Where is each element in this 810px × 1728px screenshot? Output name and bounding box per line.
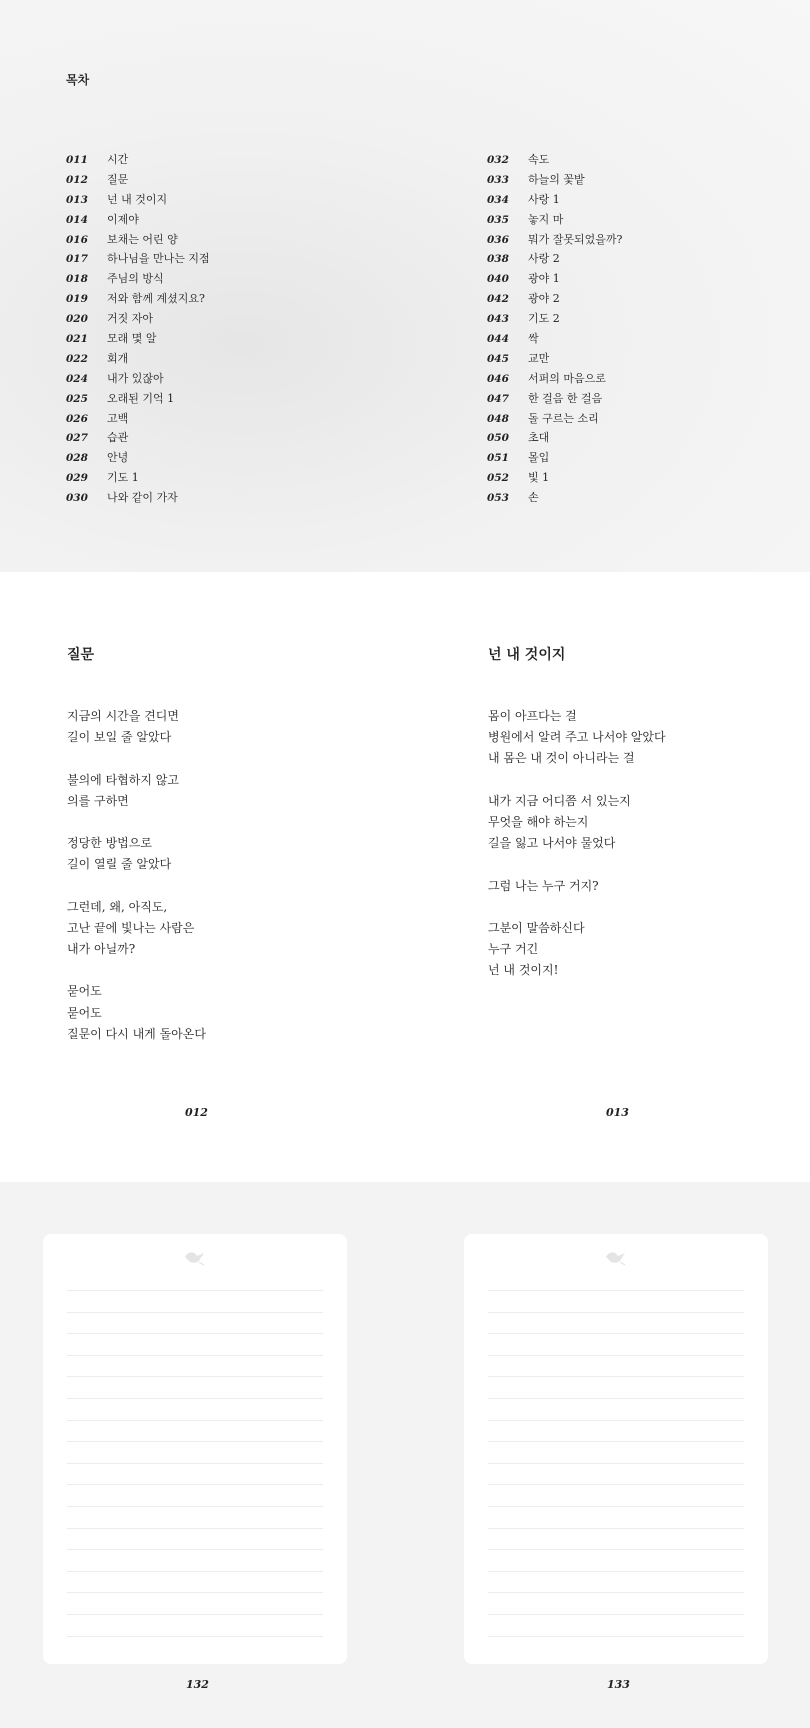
poem-line: 누구 거긴 [488,942,539,957]
toc-entry [487,448,622,468]
toc-entry [487,249,622,269]
note-rule-line [67,1549,323,1550]
toc-entry [66,190,210,210]
toc-right-column [487,150,622,508]
toc-entry-title: 나와 같이 가자 [107,491,178,505]
toc-entry [66,389,210,409]
poem-line: 질문이 다시 내게 돌아온다 [67,1026,206,1041]
note-rule-line [488,1571,744,1572]
poem-line: 길이 보일 줄 알았다 [67,730,172,745]
toc-title: 목차 [66,73,90,87]
toc-entry [66,170,210,190]
toc-entry-title: 내가 있잖아 [107,371,164,385]
note-rule-line [488,1463,744,1464]
toc-entry [487,190,622,210]
poem-line: 무엇을 해야 하는지 [488,814,589,829]
toc-entry-title: 고백 [107,411,129,425]
poem-line: 지금의 시간을 견디면 [67,709,179,723]
note-rule-line [67,1484,323,1485]
poem-line: 정당한 방법으로 [67,836,152,851]
note-rule-line [488,1549,744,1550]
toc-entry-title: 습관 [107,431,129,445]
poem-line: 그런데, 왜, 아직도, [67,899,168,914]
toc-entry-title: 빛 1 [528,471,550,485]
toc-entry [66,249,210,269]
toc-page-number: 012 [66,173,88,186]
toc-page-number: 032 [487,154,509,166]
toc-entry-title: 광야 1 [528,272,560,286]
toc-page-number: 035 [487,213,509,226]
toc-entry [487,150,622,170]
toc-entry-title: 하늘의 꽃밭 [528,172,585,186]
toc-page-number: 020 [66,313,88,326]
toc-entry [66,269,210,289]
note-rule-line [67,1420,323,1421]
bird-icon [184,1250,206,1266]
toc-entry-title: 사랑 1 [528,192,560,206]
poem-line [67,812,206,833]
bird-icon [605,1250,627,1266]
note-rule-line [488,1420,744,1421]
note-rule-line [488,1528,744,1529]
toc-page-number: 026 [66,412,88,425]
toc-page-number: 018 [66,273,88,286]
toc-entry-title: 한 걸음 한 걸음 [528,391,603,405]
note-rule-line [488,1636,744,1637]
poem-title: 넌 내 것이지 [488,647,566,663]
toc-page-number: 019 [66,293,88,306]
toc-page-number: 038 [487,253,509,266]
poem-line: 병원에서 알려 주고 나서야 알았다 [488,730,666,745]
note-rule-line [67,1376,323,1377]
toc-entry-title: 기도 2 [528,312,560,326]
note-rule-line [67,1592,323,1593]
toc-entry [487,309,622,329]
toc-entry [66,428,210,448]
toc-entry [66,369,210,389]
poem-line [488,770,666,791]
toc-entry-title: 회개 [107,351,129,365]
toc-entry [66,210,210,230]
toc-page-number: 048 [487,412,509,425]
toc-page-number: 017 [66,253,88,266]
toc-entry [66,448,210,468]
toc-page-number: 024 [66,372,88,385]
toc-entry-title: 주님의 방식 [107,272,164,286]
note-rule-line [67,1333,323,1334]
toc-entry [487,389,622,409]
toc-entry-title: 안녕 [107,451,129,465]
toc-entry [487,329,622,349]
note-rule-line [488,1333,744,1334]
note-rule-line [488,1376,744,1377]
toc-entry-title: 싹 [528,332,539,346]
note-rule-line [488,1290,744,1291]
page-number: 132 [186,1678,209,1691]
toc-entry [487,170,622,190]
poem-line: 몸이 아프다는 걸 [488,709,577,723]
toc-page-number: 050 [487,432,509,445]
poem-line: 내가 지금 어디쯤 서 있는지 [488,793,631,808]
poem-line: 그분이 말씀하신다 [488,920,585,935]
toc-entry [487,269,622,289]
toc-entry [487,289,622,309]
toc-entry [487,409,622,429]
toc-entry [66,230,210,250]
toc-entry [487,428,622,448]
toc-entry [66,150,210,170]
poem-line: 길이 열릴 줄 알았다 [67,857,172,872]
poem-line [488,854,666,875]
toc-page-number: 046 [487,372,509,385]
toc-page-number: 014 [66,213,88,226]
note-rule-line [67,1441,323,1442]
toc-entry [487,468,622,488]
toc-entry [487,488,622,508]
toc-entry [66,289,210,309]
toc-entry-title: 오래된 기억 1 [107,391,175,405]
toc-entry-title: 놓지 마 [528,212,564,226]
toc-page-number: 025 [66,392,88,405]
toc-entry-title: 돌 구르는 소리 [528,411,599,425]
poem-line: 내 몸은 내 것이 아니라는 걸 [488,751,635,766]
poem-line: 묻어도 [67,1005,102,1020]
toc-entry-title: 넌 내 것이지 [107,192,168,206]
poem-line [488,897,666,918]
toc-entry [66,309,210,329]
toc-entry-title: 하나님을 만나는 지점 [107,252,210,266]
toc-page-number: 011 [66,154,88,166]
toc-entry [66,409,210,429]
toc-page-number: 040 [487,273,509,286]
toc-entry [487,210,622,230]
note-rule-line [67,1463,323,1464]
note-rule-line [488,1398,744,1399]
toc-entry-title: 광야 2 [528,292,560,306]
note-card [43,1234,347,1664]
toc-entry [487,230,622,250]
toc-page-number: 053 [487,492,509,505]
toc-entry-title: 속도 [528,153,550,166]
poem-line [67,876,206,897]
note-rule-line [67,1528,323,1529]
toc-entry-title: 이제야 [107,212,139,226]
toc-entry-title: 사랑 2 [528,252,560,266]
note-rule-line [488,1506,744,1507]
note-rule-line [488,1441,744,1442]
toc-entry-title: 손 [528,491,539,505]
toc-entry-title: 거짓 자아 [107,312,154,326]
toc-page-number: 042 [487,293,509,306]
poem-line: 고난 끝에 빛나는 사람은 [67,920,195,935]
note-rule-line [67,1312,323,1313]
table-of-contents [0,0,810,572]
toc-entry [66,488,210,508]
note-rule-line [67,1290,323,1291]
toc-page-number: 045 [487,352,509,365]
note-rule-line [67,1398,323,1399]
toc-page-number: 022 [66,352,88,365]
toc-entry [66,329,210,349]
toc-page-number: 029 [66,472,88,485]
page-number: 133 [607,1678,630,1691]
note-card [464,1234,768,1664]
toc-page-number: 021 [66,333,88,346]
note-spread [0,1182,810,1728]
note-rule-line [488,1614,744,1615]
toc-page-number: 034 [487,193,509,206]
toc-entry-title: 기도 1 [107,471,139,485]
page-number: 012 [185,1106,208,1119]
note-rule-line [488,1484,744,1485]
poem-body [67,706,206,1045]
toc-entry-title: 몰입 [528,451,550,465]
toc-entry-title: 저와 함께 계셨지요? [107,292,205,306]
poem-line: 길을 잃고 나서야 물었다 [488,836,616,851]
note-rule-line [67,1355,323,1356]
poem-line: 그럼 나는 누구 거지? [488,878,599,893]
poem-line: 넌 내 것이지! [488,963,559,978]
note-rule-line [488,1355,744,1356]
toc-entry-title: 보채는 어린 양 [107,232,178,246]
toc-entry-title: 초대 [528,431,550,445]
toc-page-number: 052 [487,472,509,485]
poem-line: 의를 구하면 [67,793,129,808]
toc-entry-title: 교만 [528,351,550,365]
toc-page-number: 051 [487,452,509,465]
toc-entry-title: 서퍼의 마음으로 [528,371,606,385]
toc-entry [66,468,210,488]
toc-entry [66,349,210,369]
toc-entry [487,369,622,389]
poem-line [67,748,206,769]
toc-page-number: 013 [66,193,88,206]
toc-page-number: 047 [487,392,509,405]
note-rule-line [67,1571,323,1572]
poem-body [488,706,666,981]
toc-entry-title: 질문 [107,172,129,186]
toc-page-number: 044 [487,333,509,346]
note-rule-line [488,1592,744,1593]
note-rule-line [67,1506,323,1507]
toc-page-number: 030 [66,492,88,505]
poem-line: 묻어도 [67,984,102,999]
note-rule-line [67,1636,323,1637]
poem-title: 질문 [67,647,95,663]
toc-page-number: 016 [66,233,88,246]
page-number: 013 [606,1106,629,1119]
poem-line: 내가 아닐까? [67,942,136,957]
toc-page-number: 027 [66,432,88,445]
toc-entry-title: 시간 [107,153,129,166]
toc-page-number: 028 [66,452,88,465]
toc-left-column [66,150,210,508]
poem-line [67,960,206,981]
toc-page-number: 036 [487,233,509,246]
poem-line: 불의에 타협하지 않고 [67,772,179,787]
toc-entry [487,349,622,369]
toc-entry-title: 뭐가 잘못되었을까? [528,232,623,246]
note-rule-line [67,1614,323,1615]
toc-page-number: 033 [487,173,509,186]
toc-entry-title: 모래 몇 알 [107,332,157,346]
toc-page-number: 043 [487,313,509,326]
poem-spread [0,572,810,1182]
note-rule-line [488,1312,744,1313]
